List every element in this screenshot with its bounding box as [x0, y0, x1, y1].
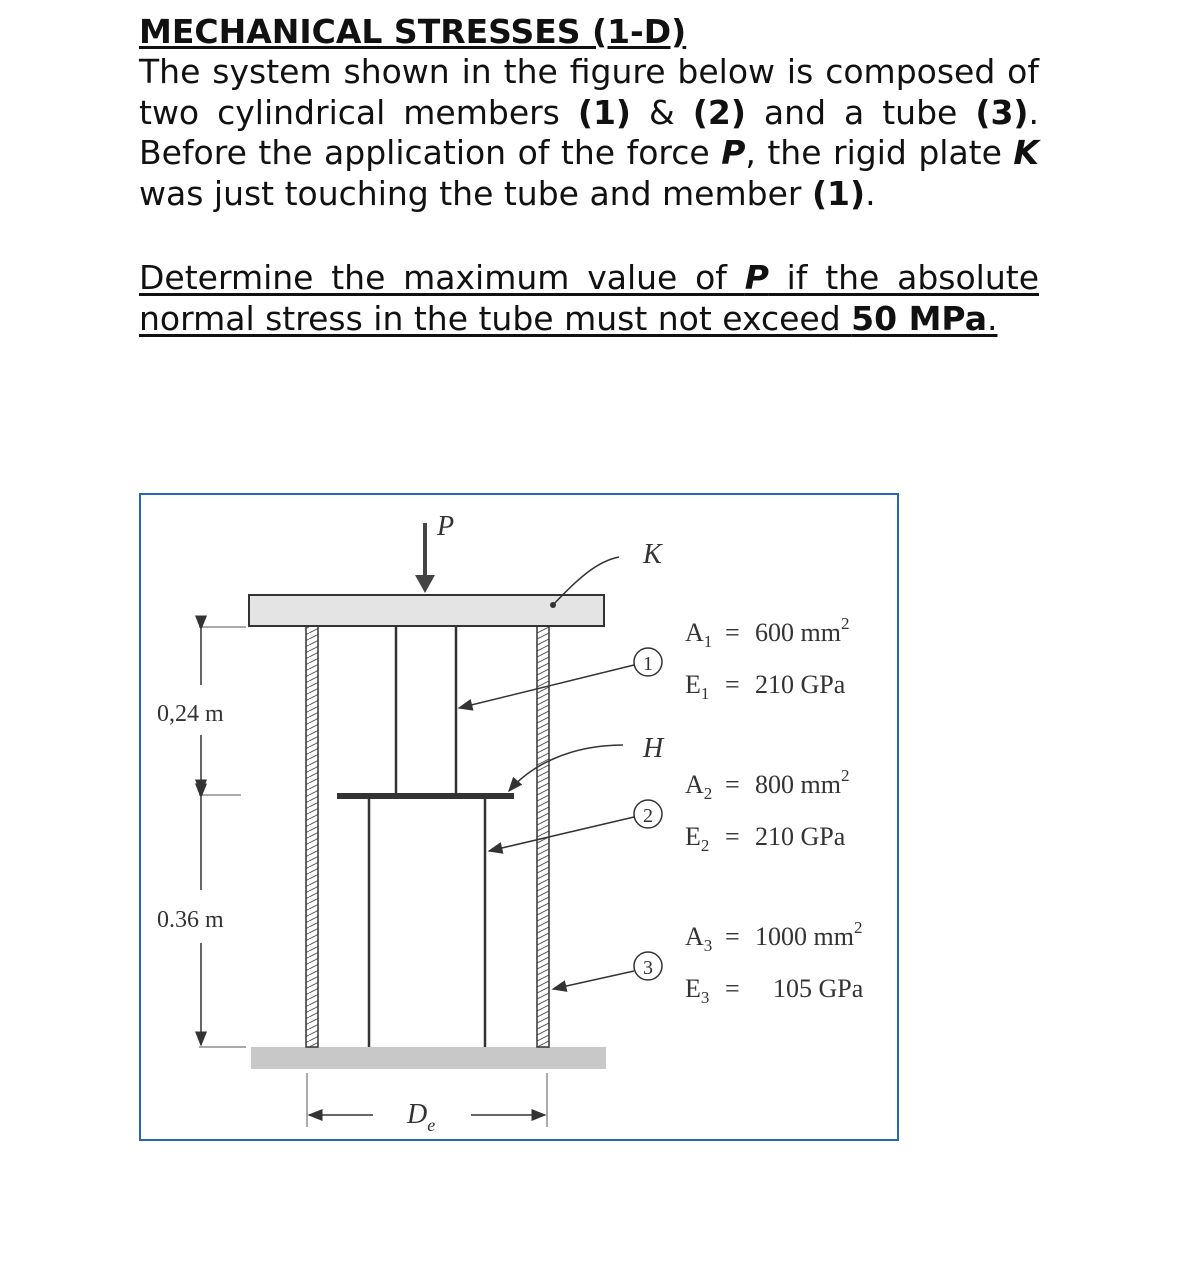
leader-dot — [550, 602, 556, 608]
desc-text: was just touching the tube and member — [139, 173, 812, 213]
problem-question — [139, 258, 1039, 339]
subscript: 2 — [700, 836, 710, 855]
member-3-number: 3 — [643, 957, 653, 979]
member-ref: (3) — [975, 92, 1029, 132]
ground-base — [251, 1047, 606, 1069]
mechanical-diagram — [141, 495, 897, 1139]
problem-text — [139, 12, 1039, 339]
plate-symbol: K — [1013, 133, 1039, 172]
svg-text:600 mm2 — [755, 614, 849, 647]
area-value: 600 mm — [755, 618, 841, 647]
load-label: P — [437, 511, 455, 542]
rigid-plate-h — [337, 793, 514, 799]
equals-sign: = — [725, 770, 740, 799]
subscript: 1 — [700, 684, 710, 703]
svg-text:E2 — [685, 822, 709, 855]
superscript: 2 — [840, 766, 850, 785]
member-2-properties — [685, 766, 849, 855]
member-1-number: 1 — [643, 653, 653, 675]
member-2-leader — [489, 817, 634, 851]
desc-text: and a tube — [745, 92, 976, 132]
svg-text:A1 — [685, 618, 712, 651]
member-3-properties — [685, 918, 864, 1007]
desc-text: & — [631, 92, 693, 132]
svg-text:A2 — [685, 770, 712, 803]
svg-text:E1 — [685, 670, 709, 703]
problem-description — [139, 52, 1039, 214]
member-2-number: 2 — [643, 805, 653, 827]
question-text: Determine the maximum value of — [139, 258, 745, 297]
load-arrow-head — [415, 575, 435, 593]
dim-upper-label: 0,24 m — [157, 701, 224, 727]
subscript: 2 — [703, 784, 713, 803]
area-symbol: A — [685, 770, 704, 799]
area-value: 800 mm — [755, 770, 841, 799]
desc-text: . Before the application of the force — [139, 92, 1039, 172]
equals-sign: = — [725, 922, 740, 951]
question-text: if the absolute normal stress in the tube must not exceed — [139, 258, 1039, 338]
modulus-symbol: E — [685, 670, 701, 699]
question-text: . — [987, 298, 998, 338]
subscript: 3 — [703, 936, 713, 955]
equals-sign: = — [725, 670, 740, 699]
tube-left-wall — [306, 626, 318, 1047]
figure-frame — [139, 493, 899, 1141]
equals-sign: = — [725, 822, 740, 851]
stress-limit: 50 MPa — [851, 298, 987, 338]
svg-text:1000 mm2 — [755, 918, 862, 951]
member-ref: (1) — [811, 173, 866, 213]
member-ref: (1) — [577, 92, 632, 132]
svg-text:De — [406, 1099, 435, 1135]
modulus-value: 210 GPa — [755, 822, 846, 851]
equals-sign: = — [725, 618, 740, 647]
diameter-label: D — [407, 1099, 428, 1130]
subscript: 1 — [703, 632, 713, 651]
desc-text: , the rigid plate — [745, 133, 1014, 172]
superscript: 2 — [840, 614, 850, 633]
equals-sign: = — [725, 974, 740, 1003]
area-symbol: A — [685, 618, 704, 647]
desc-text: . — [865, 173, 876, 213]
member-ref: (2) — [692, 92, 746, 132]
plate-h-label: H — [643, 733, 664, 764]
subscript: 3 — [700, 988, 710, 1007]
svg-text:800 mm2 — [755, 766, 849, 799]
dim-lower-label: 0.36 m — [157, 907, 224, 933]
page-title: MECHANICAL STRESSES (1-D) — [139, 12, 687, 51]
modulus-symbol: E — [685, 822, 701, 851]
rigid-plate-k — [249, 595, 604, 626]
modulus-value: 210 GPa — [755, 670, 846, 699]
area-value: 1000 mm — [755, 922, 854, 951]
svg-text:A3 — [685, 922, 712, 955]
svg-text:E3 — [685, 974, 709, 1007]
area-symbol: A — [685, 922, 704, 951]
force-symbol: P — [744, 258, 769, 297]
member-1-properties — [685, 614, 849, 703]
modulus-symbol: E — [685, 974, 701, 1003]
diameter-subscript: e — [427, 1115, 436, 1135]
plate-h-leader — [509, 745, 623, 791]
force-symbol: P — [721, 133, 746, 172]
modulus-value: 105 GPa — [773, 974, 864, 1003]
plate-k-label: K — [643, 539, 662, 570]
superscript: 2 — [853, 918, 863, 937]
desc-text: The system shown in the figure below is composed of two cylindrical members — [139, 52, 1039, 132]
member-3-leader — [553, 971, 634, 989]
